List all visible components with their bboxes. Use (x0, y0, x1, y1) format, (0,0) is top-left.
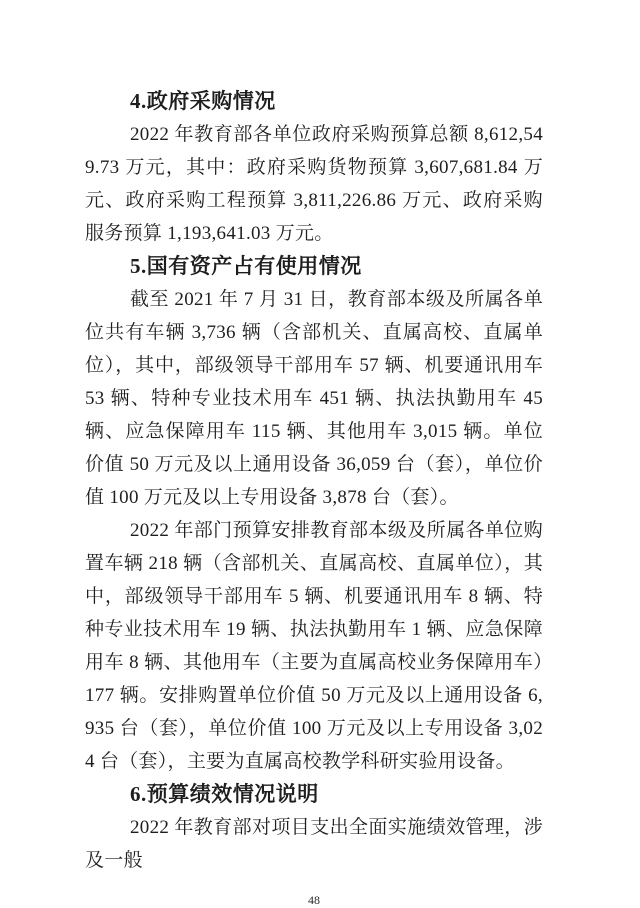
page-number: 48 (308, 893, 320, 907)
paragraph-current-vehicles-equipment: 截至 2021 年 7 月 31 日，教育部本级及所属各单位共有车辆 3,736 辆（含部机关、直属高校、直属单位），其中，部级领导干部用车 57 辆、机要通讯用车 53 辆、特种专业技术用车 451 辆、执法执勤用车 45 辆、应急保障用车 115 辆、其他用车 3,015 辆。单位价值 50 万元及以上通用设备 36,059 台（套），单位价值 100 万元及以上专用设备 3,878 台（套）。 (85, 289, 543, 508)
section-heading-government-procurement: 4.政府采购情况 (130, 89, 276, 113)
section-budget-performance (85, 778, 543, 877)
section-state-owned-assets (85, 250, 543, 778)
document-body-text (85, 85, 543, 877)
paragraph-budget-performance-intro: 2022 年教育部对项目支出全面实施绩效管理，涉及一般 (85, 817, 543, 871)
paragraph-government-procurement-totals: 2022 年教育部各单位政府采购预算总额 8,612,549.73 万元，其中：政府采购货物预算 3,607,681.84 万元、政府采购工程预算 3,811,226.86 万元、政府采购服务预算 1,193,641.03 万元。 (85, 124, 543, 244)
section-heading-state-owned-assets: 5.国有资产占有使用情况 (130, 254, 362, 278)
paragraph-planned-vehicle-equipment-purchases: 2022 年部门预算安排教育部本级及所属各单位购置车辆 218 辆（含部机关、直属高校、直属单位），其中，部级领导干部用车 5 辆、机要通讯用车 8 辆、特种专业技术用车 19 辆、执法执勤用车 1 辆、应急保障用车 8 辆、其他用车（主要为直属高校业务保障用车）177 辆。安排购置单位价值 50 万元及以上通用设备 6,935 台（套），单位价值 100 万元及以上专用设备 3,024 台（套），主要为直属高校教学科研实验用设备。 (85, 520, 543, 772)
section-government-procurement (85, 85, 543, 250)
section-heading-budget-performance: 6.预算绩效情况说明 (130, 782, 319, 806)
